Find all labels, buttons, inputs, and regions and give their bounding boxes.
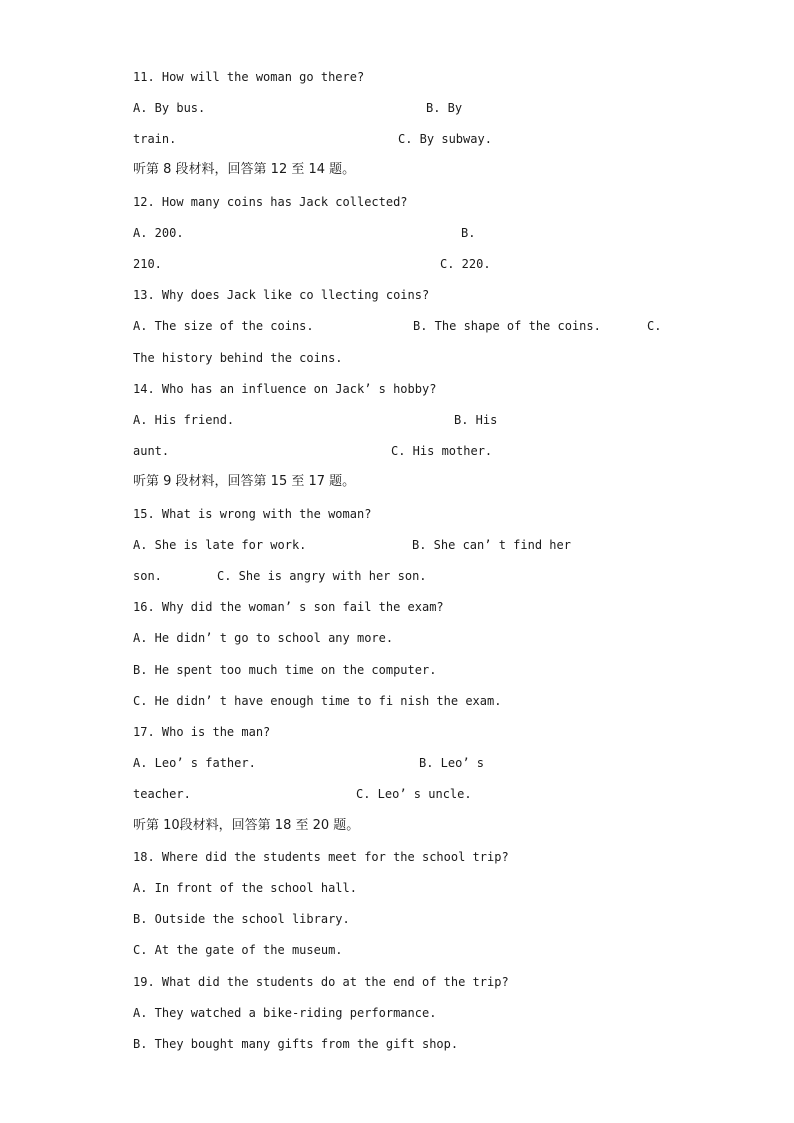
q16-option-c: C. He didn’ t have enough time to fi nish the exam. <box>133 694 502 708</box>
q17-option-b: B. Leo’ s <box>419 756 485 770</box>
q12-option-b-cont: 210. <box>133 257 162 271</box>
q19-option-b: B. They bought many gifts from the gift shop. <box>133 1037 459 1051</box>
q17-option-b-cont: teacher. <box>133 787 191 801</box>
q13-options-row2 <box>133 350 343 366</box>
q11-option-b: B. By <box>426 101 463 115</box>
q17-option-c: C. Leo’ s uncle. <box>356 787 472 801</box>
q13-option-a: A. The size of the coins. <box>133 319 314 333</box>
question-19: 19. What did the students do at the end of the trip? <box>133 975 509 989</box>
q14-option-a: A. His friend. <box>133 413 235 427</box>
section-9-heading: 听第 9 段材料，回答第 15 至 17 题。 <box>133 474 356 489</box>
q14-options-row2 <box>133 443 733 459</box>
question-16: 16. Why did the woman’ s son fail the exam? <box>133 600 444 614</box>
q13-option-c-cont: The history behind the coins. <box>133 351 343 365</box>
question-18: 18. Where did the students meet for the school trip? <box>133 850 509 864</box>
q15-option-a: A. She is late for work. <box>133 538 307 552</box>
question-12: 12. How many coins has Jack collected? <box>133 195 408 209</box>
question-17: 17. Who is the man? <box>133 725 271 739</box>
q11-option-a: A. By bus. <box>133 101 206 115</box>
q14-option-c: C. His mother. <box>391 444 493 458</box>
q18-option-a: A. In front of the school hall. <box>133 881 357 895</box>
q15-options-row1 <box>133 537 733 553</box>
q18-option-c: C. At the gate of the museum. <box>133 943 343 957</box>
q12-option-a: A. 200. <box>133 226 184 240</box>
q13-option-c: C. <box>647 319 662 333</box>
q12-option-b: B. <box>461 226 476 240</box>
q15-option-b: B. She can’ t find her <box>412 538 571 552</box>
q12-options-row2 <box>133 256 733 272</box>
q19-option-a: A. They watched a bike-riding performance. <box>133 1006 437 1020</box>
question-13: 13. Why does Jack like co llecting coins? <box>133 288 430 302</box>
q13-option-b: B. The shape of the coins. <box>413 319 601 333</box>
q14-options-row1 <box>133 412 733 428</box>
q17-option-a: A. Leo’ s father. <box>133 756 256 770</box>
q12-option-c: C. 220. <box>440 257 491 271</box>
q17-options-row2 <box>133 786 733 802</box>
q11-options-row2 <box>133 131 733 147</box>
q15-options-row2 <box>133 568 733 584</box>
q16-option-a: A. He didn’ t go to school any more. <box>133 631 394 645</box>
q17-options-row1 <box>133 755 733 771</box>
q11-option-c: C. By subway. <box>398 132 492 146</box>
q13-options-row1 <box>133 318 733 334</box>
q15-option-b-cont: son. <box>133 569 162 583</box>
q18-option-b: B. Outside the school library. <box>133 912 350 926</box>
q16-option-b: B. He spent too much time on the computer. <box>133 663 437 677</box>
question-15: 15. What is wrong with the woman? <box>133 507 372 521</box>
q14-option-b-cont: aunt. <box>133 444 170 458</box>
q14-option-b: B. His <box>454 413 498 427</box>
section-8-heading: 听第 8 段材料，回答第 12 至 14 题。 <box>133 162 356 177</box>
q11-options-row1 <box>133 100 733 116</box>
q12-options-row1 <box>133 225 733 241</box>
question-14: 14. Who has an influence on Jack’ s hobby? <box>133 382 437 396</box>
q15-option-c: C. She is angry with her son. <box>217 569 427 583</box>
section-10-heading: 听第 10段材料，回答第 18 至 20 题。 <box>133 818 360 833</box>
q11-option-b-cont: train. <box>133 132 177 146</box>
question-11: 11. How will the woman go there? <box>133 70 365 84</box>
